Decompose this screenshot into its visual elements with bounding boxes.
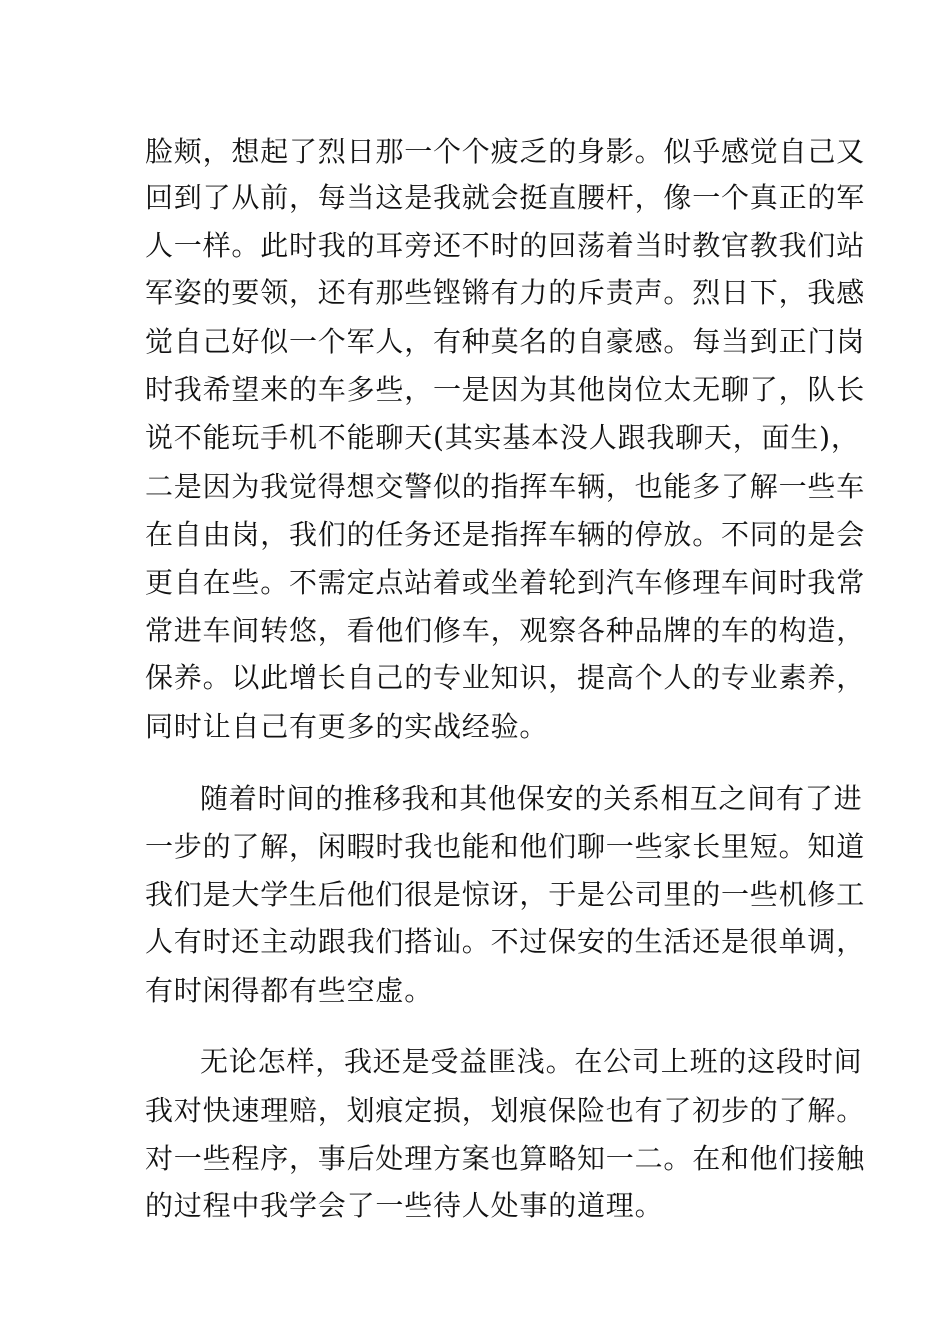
text-line: 觉自己好似一个军人，有种莫名的自豪感。每当到正门岗 xyxy=(145,325,866,358)
text-line: 常进车间转悠，看他们修车，观察各种品牌的车的构造， xyxy=(145,614,866,647)
text-line: 同时让自己有更多的实战经验。 xyxy=(145,710,549,743)
text-line: 在自由岗，我们的任务还是指挥车辆的停放。不同的是会 xyxy=(145,518,866,551)
text-line: 时我希望来的车多些，一是因为其他岗位太无聊了，队长 xyxy=(145,373,866,406)
text-line: 回到了从前，每当这是我就会挺直腰杆，像一个真正的军 xyxy=(145,181,866,214)
text-line: 的过程中我学会了一些待人处事的道理。 xyxy=(145,1189,664,1222)
text-line: 随着时间的推移我和其他保安的关系相互之间有了进 xyxy=(200,782,863,815)
text-line: 人一样。此时我的耳旁还不时的回荡着当时教官教我们站 xyxy=(145,229,866,262)
text-line: 保养。以此增长自己的专业知识，提高个人的专业素养， xyxy=(145,661,866,694)
text-line: 有时闲得都有些空虚。 xyxy=(145,974,434,1007)
text-line: 二是因为我觉得想交警似的指挥车辆，也能多了解一些车 xyxy=(145,470,866,503)
text-line: 脸颊，想起了烈日那一个个疲乏的身影。似乎感觉自己又 xyxy=(145,135,866,168)
text-line: 人有时还主动跟我们搭讪。不过保安的生活还是很单调， xyxy=(145,925,866,958)
text-line: 对一些程序，事后处理方案也算略知一二。在和他们接触 xyxy=(145,1142,866,1175)
text-line: 军姿的要领，还有那些铿锵有力的斥责声。烈日下，我感 xyxy=(145,276,866,309)
text-line: 更自在些。不需定点站着或坐着轮到汽车修理车间时我常 xyxy=(145,566,866,599)
text-line: 一步的了解，闲暇时我也能和他们聊一些家长里短。知道 xyxy=(145,830,866,863)
text-line: 我对快速理赔，划痕定损，划痕保险也有了初步的了解。 xyxy=(145,1094,866,1127)
text-line: 我们是大学生后他们很是惊讶，于是公司里的一些机修工 xyxy=(145,878,866,911)
text-line: 无论怎样，我还是受益匪浅。在公司上班的这段时间 xyxy=(200,1045,863,1078)
text-line: 说不能玩手机不能聊天(其实基本没人跟我聊天，面生)， xyxy=(145,421,860,454)
